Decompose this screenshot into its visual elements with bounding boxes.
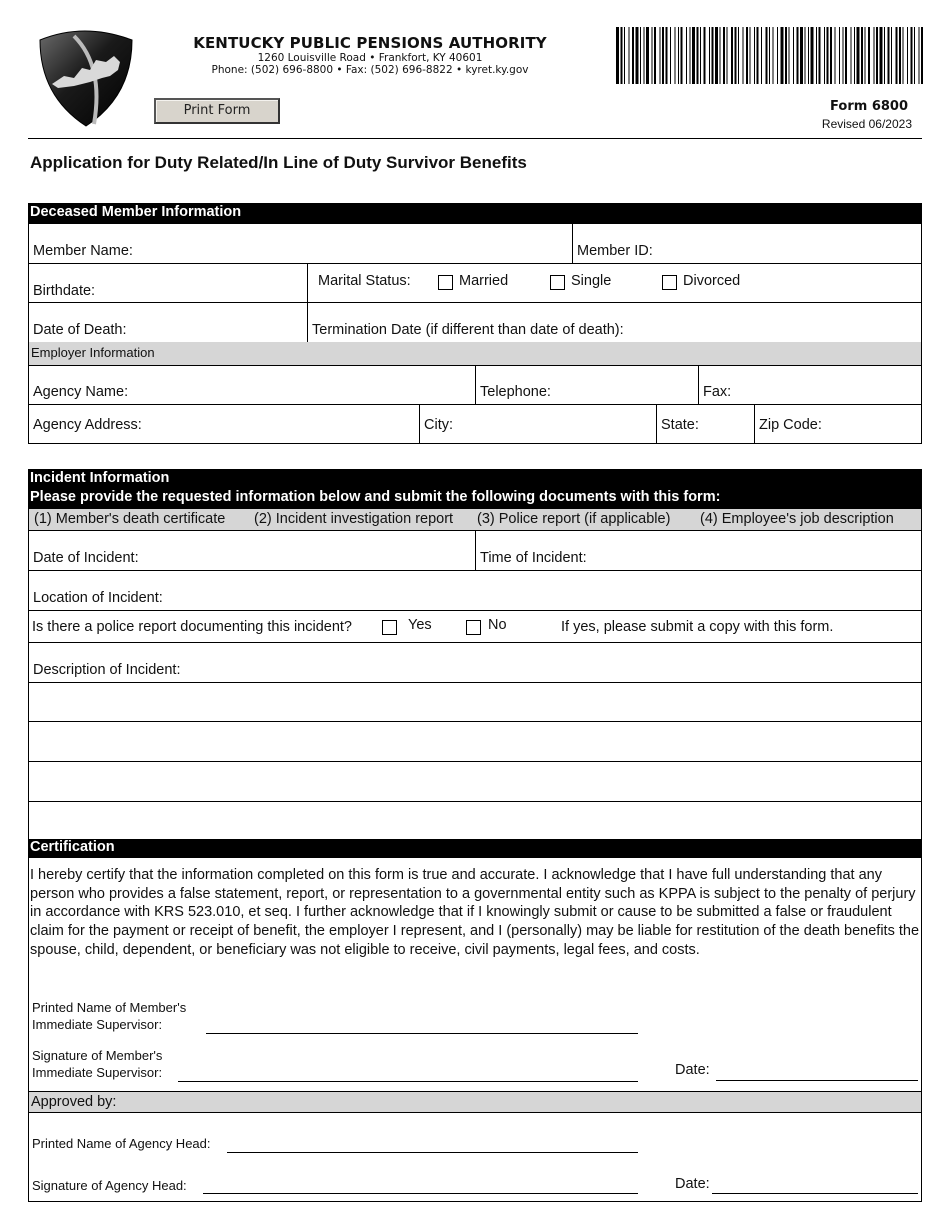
- organization-address: 1260 Louisville Road • Frankfort, KY 40601: [257, 52, 483, 64]
- zip-code-field[interactable]: [754, 404, 922, 444]
- barcode-icon: [614, 27, 924, 84]
- termination-date-field[interactable]: [307, 302, 922, 343]
- form-revised-date: Revised 06/2023: [821, 117, 912, 131]
- police-report-question-label: Is there a police report documenting this incident?: [32, 619, 352, 635]
- city-label: City:: [424, 417, 453, 433]
- organization-contact: Phone: (502) 696-8800 • Fax: (502) 696-8822 • kyret.ky.gov: [211, 64, 529, 76]
- marital-status-label: Marital Status:: [318, 273, 411, 289]
- description-line[interactable]: [28, 801, 922, 840]
- member-name-field[interactable]: [28, 223, 573, 264]
- police-report-note: If yes, please submit a copy with this form.: [561, 619, 834, 635]
- police-report-yes-checkbox[interactable]: [382, 620, 397, 635]
- description-line[interactable]: [28, 721, 922, 762]
- married-checkbox[interactable]: [438, 275, 453, 290]
- description-of-incident-field[interactable]: [28, 642, 922, 683]
- marital-status-group: [307, 263, 922, 303]
- document-item: (4) Employee's job description: [700, 511, 894, 527]
- signature-supervisor-label-line1: Signature of Member's: [32, 1048, 163, 1063]
- certification-section-heading: Certification: [28, 839, 922, 858]
- supervisor-date-label: Date:: [675, 1062, 710, 1078]
- document-item: (1) Member's death certificate: [34, 511, 226, 527]
- document-item: (3) Police report (if applicable): [477, 511, 671, 527]
- member-name-label: Member Name:: [33, 243, 133, 259]
- organization-name: KENTUCKY PUBLIC PENSIONS AUTHORITY: [193, 34, 547, 52]
- termination-date-label: Termination Date (if different than date of death):: [312, 322, 624, 338]
- divorced-checkbox[interactable]: [662, 275, 677, 290]
- police-report-question: [28, 610, 922, 643]
- single-label: Single: [571, 273, 612, 289]
- married-label: Married: [459, 273, 509, 289]
- signature-supervisor-label: [32, 1047, 162, 1081]
- printed-name-agency-head-label: Printed Name of Agency Head:: [32, 1136, 211, 1151]
- certification-statement: I hereby certify that the information completed on this form is true and accurate. I acknowledge that I have full understanding that any person who provides a false statement, report, or representation to a governmental entity such as KPPA is subject to the penalty of perjury in accordance with KRS 523.010, et seq. I further acknowledge that if I knowingly submit or cause to be submitted a false or fraudulent claim for the payment or receipt of benefit, the employer I represent, and I (personally) may be liable for restitution of the death benefits the spouse, child, dependent, or beneficiary was not eligible to receive, civil payments, legal fees, and costs.: [30, 867, 920, 958]
- agency-name-label: Agency Name:: [33, 384, 129, 400]
- document-item: (2) Incident investigation report: [254, 511, 454, 527]
- employer-section-heading: Employer Information: [28, 342, 922, 365]
- date-of-incident-field[interactable]: [28, 530, 476, 571]
- signature-agency-head-input[interactable]: [203, 1193, 638, 1194]
- print-form-button[interactable]: Print Form: [154, 98, 280, 124]
- police-report-yes-label: Yes: [408, 617, 432, 633]
- location-of-incident-label: Location of Incident:: [33, 590, 163, 606]
- police-report-no-checkbox[interactable]: [466, 620, 481, 635]
- agency-name-field[interactable]: [28, 365, 476, 405]
- agency-head-date-input[interactable]: [712, 1193, 918, 1194]
- fax-field[interactable]: [698, 365, 922, 405]
- birthdate-label: Birthdate:: [33, 283, 96, 299]
- zip-code-label: Zip Code:: [759, 417, 822, 433]
- agency-address-label: Agency Address:: [33, 417, 142, 433]
- police-report-no-label: No: [488, 617, 507, 633]
- supervisor-date-input[interactable]: [716, 1080, 918, 1081]
- deceased-section-heading: Deceased Member Information: [28, 203, 922, 224]
- time-of-incident-label: Time of Incident:: [480, 550, 587, 566]
- required-documents-list: [28, 509, 922, 531]
- birthdate-field[interactable]: [28, 263, 308, 303]
- printed-name-supervisor-label: [32, 999, 186, 1033]
- agency-address-field[interactable]: [28, 404, 420, 444]
- incident-section-heading: [28, 469, 922, 509]
- incident-subheading-text: Please provide the requested information below and submit the following documents with this form:: [30, 489, 721, 505]
- fax-label: Fax:: [703, 384, 732, 400]
- location-of-incident-field[interactable]: [28, 570, 922, 611]
- telephone-label: Telephone:: [480, 384, 551, 400]
- time-of-incident-field[interactable]: [475, 530, 922, 571]
- kentucky-shield-logo-icon: [34, 26, 136, 128]
- approval-section-heading: Approved by:: [28, 1091, 922, 1113]
- description-line[interactable]: [28, 682, 922, 722]
- header-divider: [28, 138, 922, 139]
- state-label: State:: [661, 417, 699, 433]
- date-of-incident-label: Date of Incident:: [33, 550, 139, 566]
- divorced-label: Divorced: [683, 273, 741, 289]
- signature-supervisor-label-line2: Immediate Supervisor:: [32, 1065, 163, 1080]
- printed-name-agency-head-input[interactable]: [227, 1152, 638, 1153]
- city-field[interactable]: [419, 404, 657, 444]
- member-id-label: Member ID:: [577, 243, 653, 259]
- printed-name-supervisor-label-line1: Printed Name of Member's: [32, 1000, 187, 1015]
- state-field[interactable]: [656, 404, 755, 444]
- printed-name-supervisor-label-line2: Immediate Supervisor:: [32, 1017, 163, 1032]
- signature-agency-head-label: Signature of Agency Head:: [32, 1178, 187, 1193]
- telephone-field[interactable]: [475, 365, 699, 405]
- description-of-incident-label: Description of Incident:: [33, 662, 181, 678]
- form-number: Form 6800: [830, 99, 908, 114]
- date-of-death-label: Date of Death:: [33, 322, 127, 338]
- printed-name-supervisor-input[interactable]: [206, 1033, 638, 1034]
- description-line[interactable]: [28, 761, 922, 802]
- page-title: Application for Duty Related/In Line of Duty Survivor Benefits: [30, 153, 527, 172]
- organization-header: [170, 34, 570, 76]
- incident-heading-text: Incident Information: [30, 470, 170, 486]
- date-of-death-field[interactable]: [28, 302, 308, 343]
- member-id-field[interactable]: [572, 223, 922, 264]
- single-checkbox[interactable]: [550, 275, 565, 290]
- agency-head-date-label: Date:: [675, 1176, 710, 1192]
- signature-supervisor-input[interactable]: [178, 1081, 638, 1082]
